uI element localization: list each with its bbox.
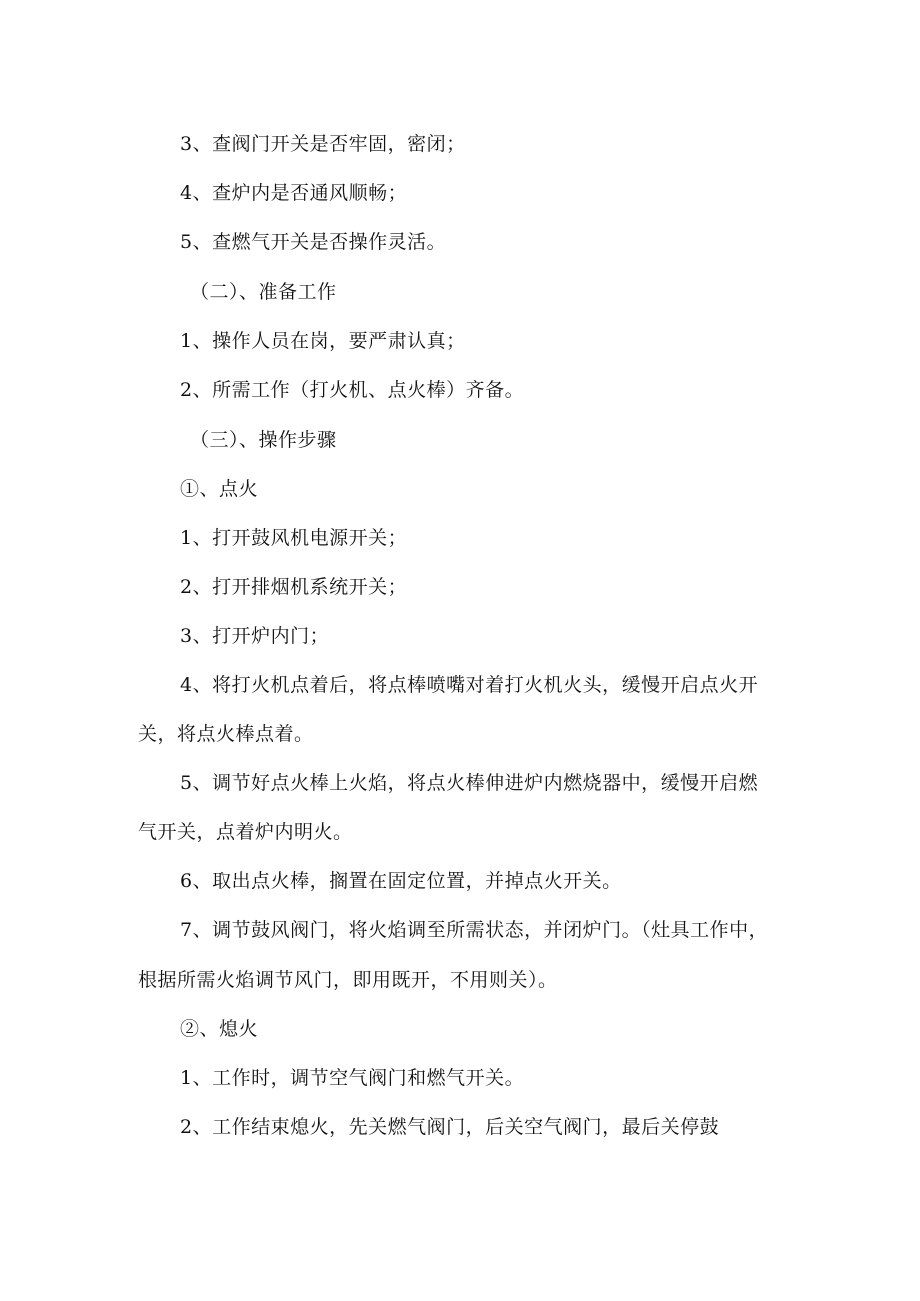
line-operator-on-duty: 1、操作人员在岗，要严肃认真； [180,330,466,352]
line-step5-part1: 5、调节好点火棒上火焰，将点火棒伸进炉内燃烧器中，缓慢开启燃 [180,772,759,794]
line-check-ventilation: 4、查炉内是否通风顺畅； [180,182,408,204]
line-step5-part2: 气开关，点着炉内明火。 [138,821,353,843]
line-step7-part2: 根据所需火焰调节风门，即用既开，不用则关）。 [138,969,558,991]
line-shutdown-order: 2、工作结束熄火，先关燃气阀门，后关空气阀门，最后关停鼓 [180,1116,720,1138]
subheading-extinguish: ②、熄火 [180,1018,259,1040]
line-exhaust-system: 2、打开排烟机系统开关； [180,576,408,598]
line-tools-ready: 2、所需工作（打火机、点火棒）齐备。 [180,379,525,401]
section-heading-preparation: （二）、准备工作 [190,281,337,303]
line-open-door: 3、打开炉内门； [180,625,330,647]
line-step4-part2: 关，将点火棒点着。 [138,723,314,745]
line-step4-part1: 4、将打火机点着后，将点棒喷嘴对着打火机火头，缓慢开启点火开 [180,674,759,696]
line-step6: 6、取出点火棒，搁置在固定位置，并掉点火开关。 [180,870,622,892]
subheading-ignition: ①、点火 [180,478,259,500]
line-blower-power: 1、打开鼓风机电源开关； [180,527,408,549]
line-check-gas-switch: 5、查燃气开关是否操作灵活。 [180,231,447,253]
line-check-valve: 3、查阀门开关是否牢固，密闭； [180,133,466,155]
line-adjust-valves: 1、工作时，调节空气阀门和燃气开关。 [180,1067,525,1089]
line-step7-part1: 7、调节鼓风阀门，将火焰调至所需状态，并闭炉门。（灶具工作中， [180,919,769,941]
section-heading-steps: （三）、操作步骤 [190,429,337,451]
